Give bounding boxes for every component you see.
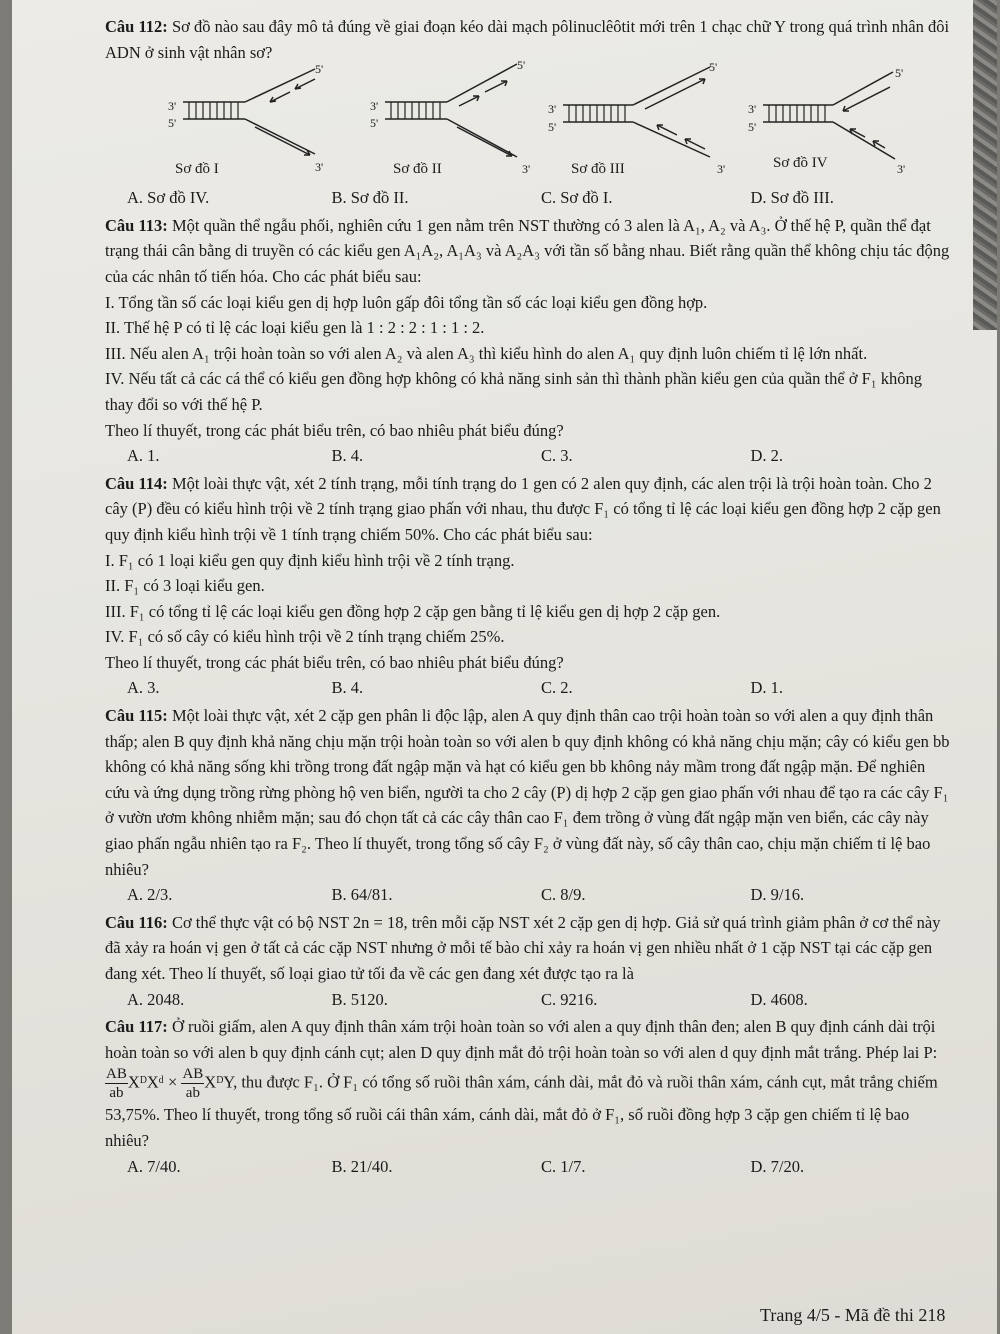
question-116: Câu 116: Cơ thể thực vật có bộ NST 2n = 18, trên mỗi cặp NST xét 2 cặp gen dị hợp. Giả sử quá trình giảm phân ở cơ thể này đã xảy ra hoán vị gen ở tất cả các cặp NST nhưng ở mỗi tế bào chỉ xảy ra hoán vị gen nhiều nhất ở 1 cặp NST tại các cặp gen đang xét. Theo lí thuyết, số loại giao tử tối đa về các gen đang xét được tạo ra là	[105, 912, 941, 983]
option-d[interactable]: D. 4608.	[750, 989, 808, 1009]
q113-options	[105, 443, 950, 469]
replication-diagrams	[105, 58, 950, 181]
option-c[interactable]: C. 2.	[540, 678, 573, 698]
option-a[interactable]: A. Sơ đồ IV.	[127, 188, 210, 208]
option-d[interactable]: D. 2.	[750, 446, 784, 466]
option-d[interactable]: D. 7/20.	[750, 1156, 805, 1176]
q113-prompt: Theo lí thuyết, trong các phát biểu trên, có bao nhiêu phát biểu đúng?	[105, 420, 564, 440]
q114-statement-2: II. F₁ có 3 loại kiểu gen.	[105, 576, 265, 596]
question-114: Câu 114: Một loài thực vật, xét 2 tính trạng, mỗi tính trạng do 1 gen có 2 alen quy định, các alen trội là trội hoàn toàn. Cho 2 cây (P) đều có kiểu hình trội về 2 tính trạng giao phấn với nhau, thu được F₁ có tổng tỉ lệ các loại kiểu gen đồng hợp 2 cặp gen quy định kiểu hình trội về 1 tính trạng chiếm 50%. Cho các phát biểu sau:	[105, 473, 941, 544]
question-113: Câu 113: Một quần thể ngẫu phối, nghiên cứu 1 gen nằm trên NST thường có 3 alen là A₁, A₂ và A₃. Ở thế hệ P, quần thể đạt trạng thái cân bằng di truyền có các kiểu gen A₁A₂, A₁A₃ và A₂A₃ với tần số bằng nhau. Biết rằng quần thể không chịu tác động của các nhân tố tiến hóa. Cho các phát biểu sau:	[105, 215, 950, 286]
option-b[interactable]: B. 64/81.	[331, 885, 393, 905]
diagram-2: 3' 5' 5' 3' Sơ đồ II	[367, 69, 567, 181]
q116-options	[105, 987, 950, 1013]
q114-options	[105, 675, 950, 701]
option-a[interactable]: A. 7/40.	[127, 1156, 181, 1176]
q113-statement-1: I. Tổng tần số các loại kiểu gen dị hợp luôn gấp đôi tổng tần số các loại kiểu gen đồng hợp.	[105, 292, 708, 312]
option-a[interactable]: A. 2/3.	[127, 885, 173, 905]
q114-prompt: Theo lí thuyết, trong các phát biểu trên, có bao nhiêu phát biểu đúng?	[105, 652, 564, 672]
genotype-fraction-1: $\frac{AB}{ab}$	[106, 1066, 127, 1102]
option-c[interactable]: C. Sơ đồ I.	[540, 188, 613, 208]
question-112: Câu 112: Sơ đồ nào sau đây mô tả đúng về giai đoạn kéo dài mạch pôlinuclêôtit mới trên 1 chạc chữ Y trong quá trình nhân đôi ADN ở sinh vật nhân sơ?	[105, 17, 950, 62]
question-115: Câu 115: Một loài thực vật, xét 2 cặp gen phân li độc lập, alen A quy định thân cao trội hoàn toàn so với alen a quy định thân thấp; alen B quy định khả năng chịu mặn trội hoàn toàn so với alen b quy định không có khả năng chịu mặn; cây có kiểu gen bb không có khả năng sống khi trồng trong đất ngập mặn và hạt có kiểu gen bb không nảy mầm trong đất ngập mặn. Để nghiên cứu và ứng dụng trồng rừng phòng hộ ven biển, người ta cho 2 cây (P) dị hợp 2 cặp gen giao phấn với nhau để tạo ra các cây F₁ ở vườn ươm không nhiễm mặn; sau đó chọn tất cả các cây thân cao F₁ đem trồng ở vùng đất ngập mặn ven biển, các cây này giao phấn ngẫu nhiên tạo ra F₂. Theo lí thuyết, trong tổng số cây F₂ ở vùng đất này, số cây thân cao, chịu mặn chiếm tỉ lệ bao nhiêu?	[105, 706, 950, 879]
option-c[interactable]: C. 9216.	[540, 989, 598, 1009]
option-a[interactable]: A. 3.	[127, 678, 160, 698]
option-b[interactable]: B. 21/40.	[331, 1156, 393, 1176]
option-c[interactable]: C. 8/9.	[540, 885, 586, 905]
option-b[interactable]: B. Sơ đồ II.	[331, 188, 409, 208]
option-a[interactable]: A. 1.	[127, 446, 160, 466]
diagram-4: 3' 5' 5' 3' Sơ đồ IV	[745, 69, 945, 181]
exam-page	[12, 0, 997, 1334]
diagram-3: 3' 5' 5' 3' Sơ đồ III	[545, 69, 745, 181]
option-a[interactable]: A. 2048.	[127, 989, 185, 1009]
q117-options	[105, 1154, 950, 1180]
q113-statement-4: IV. Nếu tất cả các cá thể có kiểu gen đồng hợp không có khả năng sinh sản thì thành phần kiểu gen của quần thể ở F₁ không thay đổi so với thế hệ P.	[105, 369, 922, 414]
background-gravel	[973, 0, 997, 330]
option-d[interactable]: D. Sơ đồ III.	[750, 188, 834, 208]
question-117: Câu 117: Ở ruồi giấm, alen A quy định thân xám trội hoàn toàn so với alen a quy định thân đen; alen B quy định cánh dài trội hoàn toàn so với alen b quy định cánh cụt; alen D quy định mắt đỏ trội hoàn toàn so với alen d quy định mắt trắng. Phép lai P: $\frac{AB}{ab}$ XᴰXᵈ × $\frac{AB}{ab}$ XᴰY, thu được F₁. Ở F₁ có tổng số ruồi thân xám, cánh dài, mắt đỏ và ruồi thân xám, cánh cụt, mắt trắng chiếm 53,75%. Theo lí thuyết, trong tổng số ruồi cái thân xám, cánh dài, mắt đỏ ở F₁, số ruồi đồng hợp 3 cặp gen chiếm tỉ lệ bao nhiêu?	[105, 1017, 938, 1150]
page-footer: Trang 4/5 - Mã đề thi 218	[760, 1305, 946, 1325]
option-b[interactable]: B. 4.	[331, 678, 364, 698]
exam-content	[105, 14, 950, 1181]
q113-statement-3: III. Nếu alen A₁ trội hoàn toàn so với alen A₂ và alen A₃ thì kiểu hình do alen A₁ quy định luôn chiếm tỉ lệ lớn nhất.	[105, 343, 868, 363]
option-d[interactable]: D. 1.	[750, 678, 784, 698]
q114-statement-1: I. F₁ có 1 loại kiểu gen quy định kiểu hình trội về 2 tính trạng.	[105, 550, 515, 570]
option-c[interactable]: C. 1/7.	[540, 1156, 586, 1176]
q115-options	[105, 882, 950, 908]
q113-statement-2: II. Thế hệ P có tỉ lệ các loại kiểu gen là 1 : 2 : 2 : 1 : 1 : 2.	[105, 318, 485, 338]
q114-statement-4: IV. F₁ có số cây có kiểu hình trội về 2 tính trạng chiếm 25%.	[105, 627, 505, 647]
option-b[interactable]: B. 5120.	[331, 989, 388, 1009]
genotype-fraction-2: $\frac{AB}{ab}$	[182, 1066, 204, 1102]
option-c[interactable]: C. 3.	[540, 446, 573, 466]
q112-options	[105, 185, 950, 211]
option-d[interactable]: D. 9/16.	[750, 885, 805, 905]
diagram-1: 3' 5' 5' 3' Sơ đồ I	[165, 69, 365, 181]
q114-statement-3: III. F₁ có tổng tỉ lệ các loại kiểu gen đồng hợp 2 cặp gen bằng tỉ lệ kiểu gen dị hợp 2 cặp gen.	[105, 601, 721, 621]
option-b[interactable]: B. 4.	[331, 446, 364, 466]
